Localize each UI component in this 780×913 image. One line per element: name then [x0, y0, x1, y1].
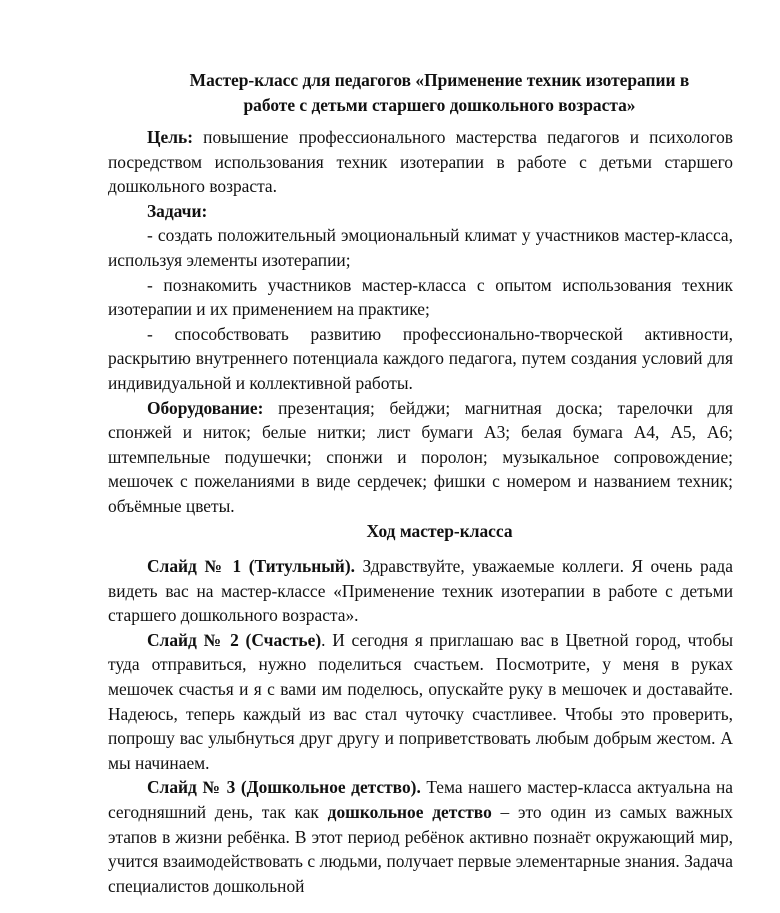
slide-3-text-after: – это один из самых важных этапов в жизни ребёнка. В этот период ребёнок активно познаёт окружающий мир, учится взаимодействовать с людьми, получает первые элементарные знания. Задача специалистов дошкольной [108, 802, 733, 896]
goal-label: Цель: [147, 127, 193, 147]
slide-3-label: Слайд № 3 (Дошкольное детство). [147, 777, 421, 798]
task-item-2: - познакомить участников мастер-класса с опытом использования техник изотерапии и их применением на практике; [108, 274, 733, 320]
document-title [108, 68, 733, 118]
slide-3-emphasis: дошкольное детство [327, 802, 492, 823]
page-bottom-edge [0, 905, 780, 913]
slide-2-text: . И сегодня я приглашаю вас в Цветной город, чтобы туда отправиться, нужно поделиться счастьем. Посмотрите, у меня в руках мешочек счастья и я с вами им поделюсь, опускайте руку в мешочек и доставайте. Надеюсь, теперь каждый из вас стал чуточку счастливее. Чтобы это проверить, попрошу вас улыбнуться друг другу и поприветствовать любым добрым жестом. А мы начинаем. [108, 629, 733, 773]
slide-1-label: Слайд № 1 (Титульный). [147, 556, 355, 577]
goal-text: повышение профессионального мастерства педагогов и психологов посредством использования техник изотерапии в работе с детьми старшего дошкольного возраста. [108, 127, 733, 197]
equipment-paragraph [108, 396, 733, 519]
task-item-1: - создать положительный эмоциональный климат у участников мастер-класса, используя элементы изотерапии; [108, 225, 733, 270]
slide-3-text-before: Тема нашего мастер-класса актуальна на сегодняшний день, так как [108, 777, 733, 823]
section-heading: Ход мастер-класса [366, 520, 513, 541]
slide-1-text: Здравствуйте, уважаемые коллеги. Я очень рада видеть вас на мастер-классе «Применение техник изотерапии в работе с детьми старшего дошкольного возраста». [108, 556, 733, 626]
equipment-text: презентация; бейджи; магнитная доска; тарелочки для спонжей и ниток; белые нитки; лист бумаги А3; белая бумага А4, А5, А6; штемпельные подушечки; спонжи и поролон; музыкальное сопровождение; мешочек с пожеланиями в виде сердечек; фишки с номером и названием техник; объёмные цветы. [108, 397, 733, 516]
document-page [108, 68, 733, 898]
slide-3-paragraph [108, 775, 733, 898]
title-line-1: Мастер-класс для педагогов «Применение техник изотерапии в [189, 70, 690, 90]
title-line-2: работе с детьми старшего дошкольного возраста» [243, 95, 636, 115]
slide-2-label: Слайд № 2 (Счастье) [147, 629, 322, 650]
tasks-label: Задачи: [147, 200, 208, 221]
slide-2-paragraph [108, 628, 733, 776]
equipment-label: Оборудование: [147, 397, 264, 418]
task-item-3: - способствовать развитию профессионально-творческой активности, раскрытию внутреннего потенциала каждого педагога, путем создания условий для индивидуальной и коллективной работы. [108, 323, 733, 393]
goal-paragraph [108, 125, 733, 199]
slide-1-paragraph [108, 554, 733, 628]
